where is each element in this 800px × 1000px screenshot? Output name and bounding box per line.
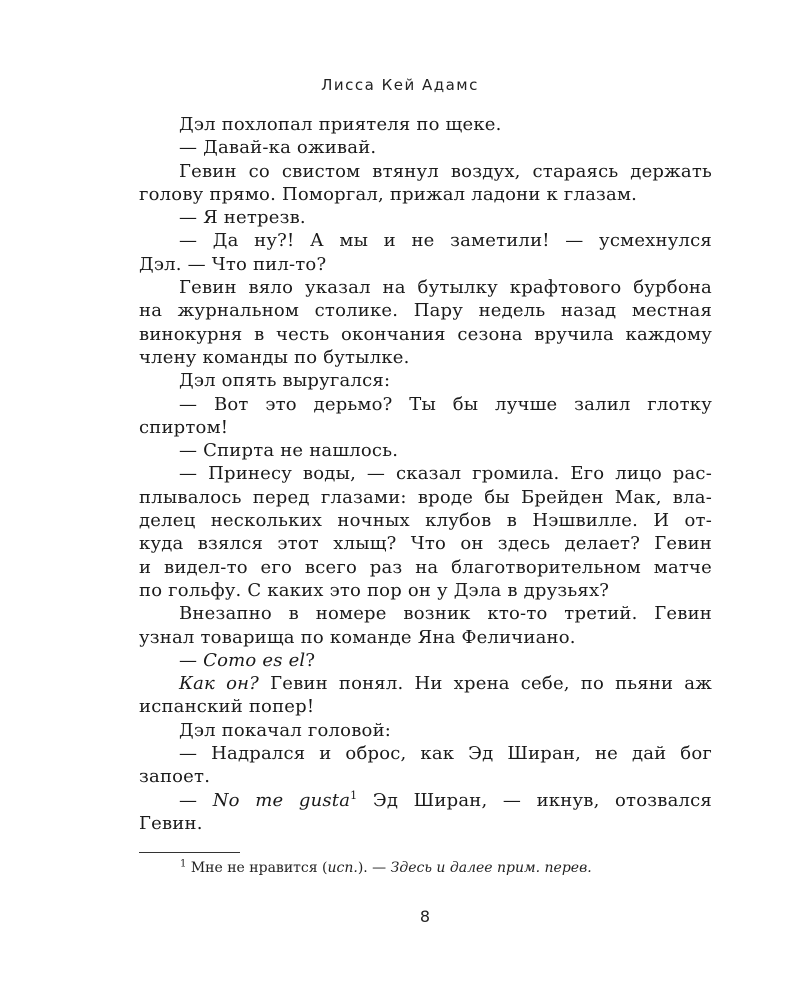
line-text: — Надрался и оброс, как Эд Ширан, не дай бог [179, 743, 712, 765]
line-text: Эд Ширан, — икнув, отозвался [357, 789, 712, 811]
line-text: испанский попер! [139, 696, 315, 718]
text-line [139, 765, 712, 788]
line-text: Дэл похлопал приятеля по щеке. [179, 114, 502, 135]
line-text: запоет. [139, 766, 211, 788]
line-text: спиртом! [139, 416, 229, 438]
text-line [139, 789, 712, 812]
text-line [139, 719, 712, 742]
line-text: — [179, 789, 213, 811]
footnote-text-after: ). — [357, 860, 391, 876]
italic-phrase: Como es el [203, 649, 306, 671]
footnote-abbreviation: исп. [327, 860, 358, 876]
line-text: — Я нетрезв. [179, 207, 306, 229]
line-text: узнал товарища по команде Яна Феличиано. [139, 626, 576, 648]
footnote-reference: 1 [350, 788, 358, 802]
body-text [139, 113, 712, 835]
text-line [139, 393, 712, 416]
running-head: Лисса Кей Адамс [321, 76, 479, 94]
text-line [139, 462, 712, 485]
line-text: на журнальном столике. Пару недель назад местная [139, 300, 712, 322]
line-text: Гевин понял. Ни хрена себе, по пьяни аж [259, 673, 712, 695]
text-line [139, 602, 712, 625]
line-text: — Вот это дерьмо? Ты бы лучше залил глотку [179, 393, 712, 415]
footnote-text: Мне не нравится ( [186, 860, 328, 876]
text-line [139, 136, 712, 159]
line-text: плывалось перед глазами: вроде бы Брейден Мак, вла- [139, 486, 712, 508]
text-line [139, 486, 712, 509]
text-line [139, 206, 712, 229]
text-line [139, 672, 712, 695]
text-line [139, 160, 712, 183]
line-text: куда взялся этот хлыщ? Что он здесь делает? Гевин [139, 533, 712, 555]
line-text: Дэл опять выругался: [179, 370, 391, 392]
text-line [139, 323, 712, 346]
text-line [139, 579, 712, 602]
line-text: — Спирта не нашлось. [179, 440, 399, 462]
footnote-marker: 1 [180, 858, 187, 870]
text-line [139, 276, 712, 299]
footnote-divider [139, 852, 240, 853]
text-line [139, 183, 712, 206]
line-text: Гевин со свистом втянул воздух, стараясь держать [179, 160, 712, 182]
footnote [180, 860, 720, 876]
line-text: голову прямо. Поморгал, прижал ладони к глазам. [139, 183, 638, 205]
line-text: ? [305, 649, 316, 671]
line-text: и видел-то его всего раз на благотворительном матче [139, 556, 712, 578]
line-text: — Давай-ка оживай. [179, 137, 377, 159]
line-text: члену команды по бутылке. [139, 346, 410, 368]
text-line [139, 509, 712, 532]
text-line [139, 556, 712, 579]
italic-phrase: No me gusta [212, 789, 351, 811]
italic-phrase: Как он? [179, 673, 260, 695]
text-line [139, 416, 712, 439]
text-line [139, 812, 712, 835]
line-text: — Да ну?! А мы и не заметили! — усмехнулся [179, 230, 712, 252]
text-line [139, 649, 712, 672]
page-number: 8 [419, 907, 431, 926]
text-line [139, 439, 712, 462]
text-line [139, 369, 712, 392]
line-text: винокурня в честь окончания сезона вручила каждому [139, 323, 712, 345]
text-line [139, 532, 712, 555]
text-line [139, 742, 712, 765]
text-line [139, 626, 712, 649]
line-text: Внезапно в номере возник кто-то третий. Гевин [179, 603, 712, 625]
line-text: делец нескольких ночных клубов в Нэшвилле. И от- [139, 510, 712, 532]
line-text: Дэл. — Что пил-то? [139, 253, 327, 275]
text-line [139, 253, 712, 276]
text-line [139, 113, 712, 136]
line-text: Гевин вяло указал на бутылку крафтового бурбона [179, 277, 712, 299]
text-line [139, 229, 712, 252]
text-line [139, 299, 712, 322]
line-text: Гевин. [139, 812, 203, 834]
line-text: — [179, 649, 204, 671]
line-text: Дэл покачал головой: [179, 719, 392, 741]
line-text: по гольфу. С каких это пор он у Дэла в друзьях? [139, 579, 610, 601]
footnote-note: Здесь и далее прим. перев. [390, 860, 592, 876]
text-line [139, 346, 712, 369]
text-line [139, 695, 712, 718]
line-text: — Принесу воды, — сказал громила. Его лицо рас- [179, 463, 712, 485]
